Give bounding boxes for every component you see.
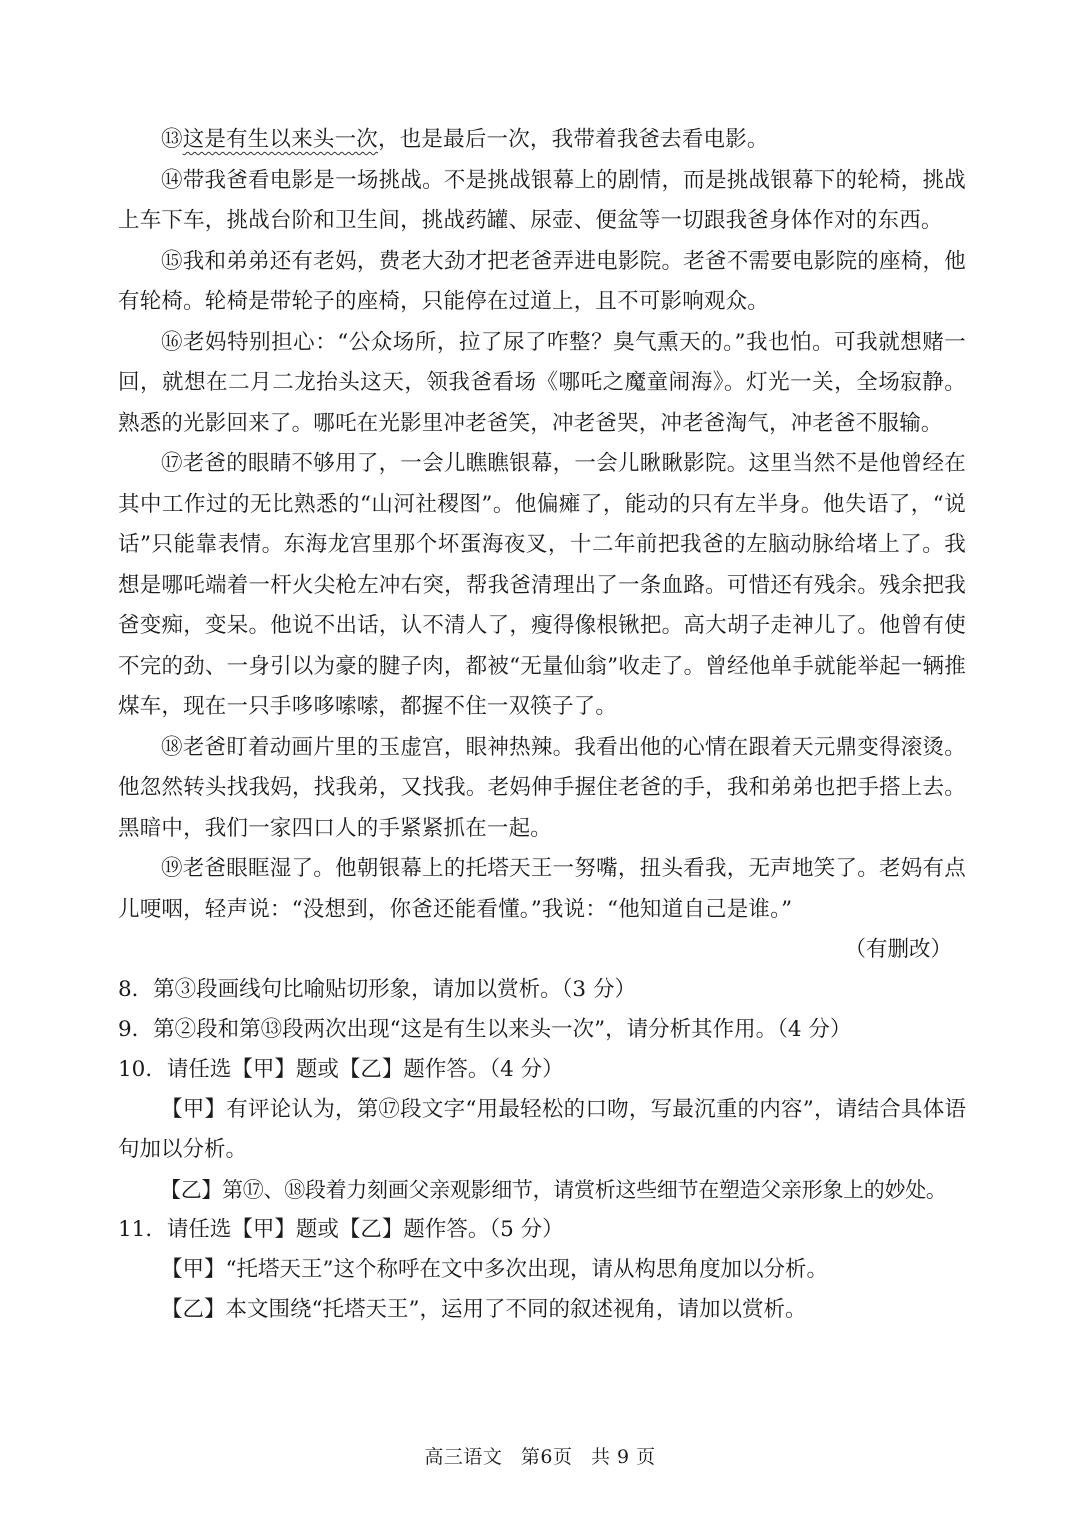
question-10-option-yi: 【乙】第⑰、⑱段着力刻画父亲观影细节，请赏析这些细节在塑造父亲形象上的妙处。 bbox=[160, 1178, 947, 1202]
question-9: 9．第②段和第⑬段两次出现“这是有生以来头一次”，请分析其作用。（4 分） bbox=[118, 1017, 852, 1042]
paragraph-17: ⑰老爸的眼睛不够用了，一会儿瞧瞧银幕，一会儿瞅瞅影院。这里当然不是他曾经在其中工作过的无比熟悉的“山河社稷图”。他偏瘫了，能动的只有左半身。他失语了，“说话”只能靠表情。东海龙宫里那个坏蛋海夜叉，十二年前把我爸的左脑动脉给堵上了。我想是哪吒端着一杆火尖枪左冲右突，帮我爸清理出了一条血路。可惜还有残余。残余把我爸变痴，变呆。他说不出话，认不清人了，瘦得像根锹把。高大胡子走神儿了。他曾有使不完的劲、一身引以为豪的腱子肉，都被“无量仙翁”收走了。曾经他单手就能举起一辆推煤车，现在一只手哆哆嗦嗦，都握不住一双筷子了。 bbox=[118, 451, 966, 719]
question-11-stem: 11．请任选【甲】题或【乙】题作答。（5 分） bbox=[118, 1217, 564, 1242]
question-8: 8．第③段画线句比喻贴切形象，请加以赏析。（3 分） bbox=[118, 977, 636, 1002]
paragraph-13 bbox=[118, 120, 966, 161]
paragraph-15: ⑮我和弟弟还有老妈，费老大劲才把老爸弄进电影院。老爸不需要电影院的座椅，他有轮椅。轮椅是带轮子的座椅，只能停在过道上，且不可影响观众。 bbox=[118, 248, 966, 314]
footer-page-number: 第6页 bbox=[520, 1446, 573, 1468]
paragraph-14: ⑭带我爸看电影是一场挑战。不是挑战银幕上的剧情，而是挑战银幕下的轮椅，挑战上车下车，挑战台阶和卫生间，挑战药罐、尿壶、便盆等一切跟我爸身体作对的东西。 bbox=[118, 167, 966, 233]
question-11-option-yi: 【乙】本文围绕“托塔天王”，运用了不同的叙述视角，请加以赏析。 bbox=[161, 1297, 807, 1322]
paragraph-13-rest: ，也是最后一次，我带着我爸去看电影。 bbox=[378, 127, 769, 152]
page-content bbox=[118, 120, 966, 1330]
source-note: （有删改） bbox=[844, 937, 952, 962]
paragraph-18: ⑱老爸盯着动画片里的玉虚宫，眼神热辣。我看出他的心情在跟着天元鼎变得滚烫。他忽然转头找我妈，找我弟，又找我。老妈伸手握住老爸的手，我和弟弟也把手搭上去。黑暗中，我们一家四口人的手紧紧抓在一起。 bbox=[118, 734, 966, 841]
question-10-option-jia: 【甲】有评论认为，第⑰段文字“用最轻松的口吻，写最沉重的内容”，请结合具体语句加以分析。 bbox=[118, 1097, 966, 1162]
paragraph-16: ⑯老妈特别担心：“公众场所，拉了尿了咋整？臭气熏天的。”我也怕。可我就想赌一回，就想在二月二龙抬头这天，领我爸看场《哪吒之魔童闹海》。灯光一关，全场寂静。熟悉的光影回来了。哪吒在光影里冲老爸笑，冲老爸哭，冲老爸淘气，冲老爸不服输。 bbox=[118, 329, 966, 436]
page-footer bbox=[0, 1442, 1080, 1469]
paragraph-19: ⑲老爸眼眶湿了。他朝银幕上的托塔天王一努嘴，扭头看我，无声地笑了。老妈有点儿哽咽，轻声说：“没想到，你爸还能看懂。”我说：“他知道自己是谁。” bbox=[118, 856, 966, 922]
paragraph-number: ⑬ bbox=[161, 127, 183, 152]
footer-subject: 高三语文 bbox=[424, 1446, 503, 1468]
question-11-option-jia: 【甲】“托塔天王”这个称呼在文中多次出现，请从构思角度加以分析。 bbox=[161, 1257, 828, 1282]
footer-total-pages: 共 9 页 bbox=[591, 1446, 656, 1468]
question-10-stem: 10．请任选【甲】题或【乙】题作答。（4 分） bbox=[118, 1057, 564, 1082]
wavy-underlined-sentence: 这是有生以来头一次 bbox=[182, 127, 379, 152]
